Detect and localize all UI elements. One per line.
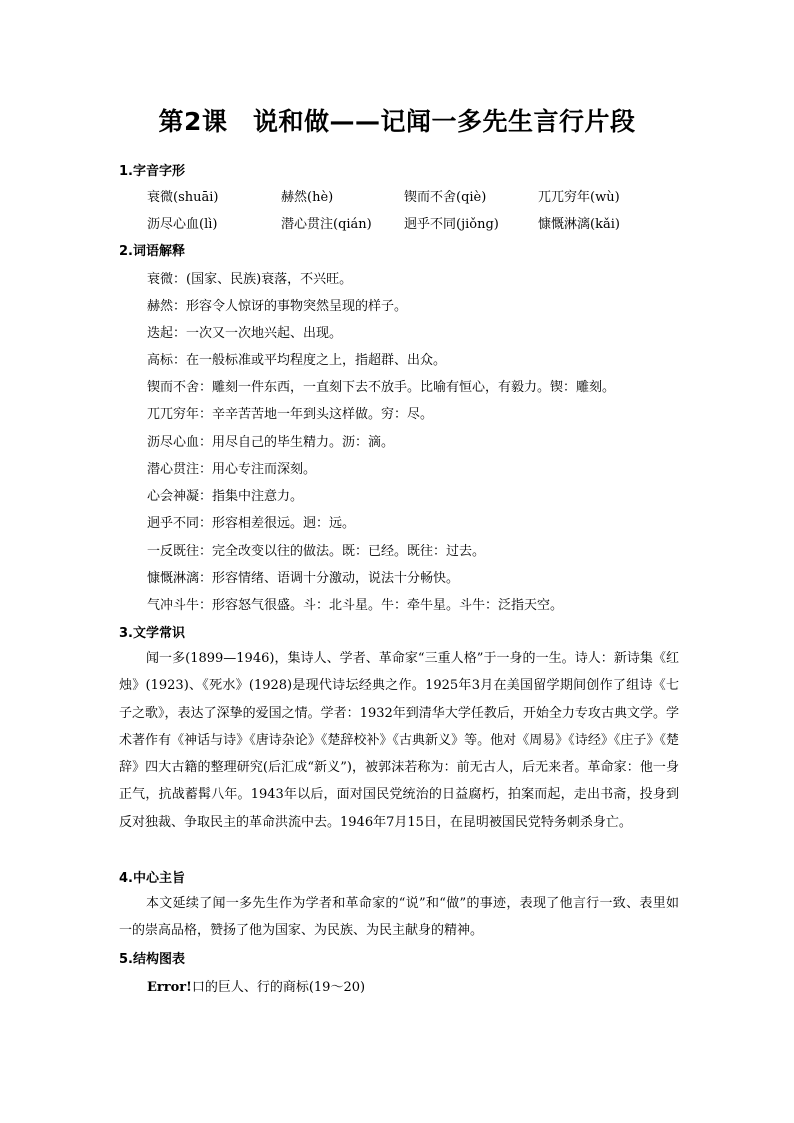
pronunciation-item: 锲而不舍(qiè) — [404, 190, 487, 205]
vocabulary-item: 兀兀穷年：辛辛苦苦地一年到头这样做。穷：尽。 — [147, 407, 434, 422]
vocabulary-item: 一反既往：完全改变以往的做法。既：已经。既往：过去。 — [147, 544, 486, 559]
section-heading-theme: 4.中心主旨 — [119, 871, 185, 886]
pronunciation-item: 衰微(shuāi) — [147, 190, 219, 205]
pronunciation-item: 慷慨淋漓(kǎi) — [538, 217, 620, 232]
section-heading-structure: 5.结构图表 — [119, 952, 185, 967]
structure-line-text: 口的巨人、行的商标(19～20) — [191, 980, 366, 995]
structure-line — [147, 976, 365, 995]
vocabulary-item: 赫然：形容令人惊讶的事物突然呈现的样子。 — [147, 299, 408, 314]
vocabulary-item: 沥尽心血：用尽自己的毕生精力。沥：滴。 — [147, 435, 395, 450]
vocabulary-item: 气冲斗牛：形容怒气很盛。斗：北斗星。牛：牵牛星。斗牛：泛指天空。 — [147, 598, 564, 613]
pronunciation-item: 赫然(hè) — [281, 190, 334, 205]
page-title: 第2课 说和做——记闻一多先生言行片段 — [158, 107, 636, 136]
vocabulary-item: 潜心贯注：用心专注而深刻。 — [147, 462, 317, 477]
section-heading-pronunciation: 1.字音字形 — [119, 164, 185, 179]
vocabulary-item: 迭起：一次又一次地兴起、出现。 — [147, 326, 343, 341]
literature-text: 闻一多(1899—1946)，集诗人、学者、革命家“三重人格”于一身的一生。诗人：新诗集《红烛》(1923)、《死水》(1928)是现代诗坛经典之作。1925年3月在美国留学期间创作了组诗《七子之歌》，表达了深挚的爱国之情。学者：1932年到清华大学任教后，开始全力专攻古典文学。学术著作有《神话与诗》《唐诗杂论》《楚辞校补》《古典新义》等。他对《周易》《诗经》《庄子》《楚辞》四大古籍的整理研究(后汇成“新义”)，被郭沫若称为：前无古人，后无来者。革命家：他一身正气，抗战蓄髯八年。1943年以后，面对国民党统治的日益腐朽，拍案而起，走出书斋，投身到反对独裁、争取民主的革命洪流中去。1946年7月15日，在昆明被国民党特务刺杀身亡。 — [119, 651, 679, 830]
theme-paragraph — [119, 890, 679, 945]
vocabulary-item: 慷慨淋漓：形容情绪、语调十分激动，说法十分畅快。 — [147, 571, 460, 586]
theme-text: 本文延续了闻一多先生作为学者和革命家的“说”和“做”的事迹，表现了他言行一致、表里如一的崇高品格，赞扬了他为国家、为民族、为民主献身的精神。 — [119, 896, 679, 939]
vocabulary-item: 衰微：(国家、民族)衰落，不兴旺。 — [147, 272, 353, 287]
pronunciation-item: 迥乎不同(jiǒng) — [404, 217, 499, 232]
error-text: Error! — [147, 980, 192, 995]
pronunciation-item: 沥尽心血(lì) — [147, 217, 218, 232]
section-heading-literature: 3.文学常识 — [119, 626, 185, 641]
vocabulary-item: 锲而不舍：雕刻一件东西，一直刻下去不放手。比喻有恒心，有毅力。锲：雕刻。 — [147, 380, 616, 395]
literature-paragraph — [119, 645, 679, 836]
section-heading-vocabulary: 2.词语解释 — [119, 244, 185, 259]
pronunciation-item: 潜心贯注(qián) — [281, 217, 372, 232]
vocabulary-item: 心会神凝：指集中注意力。 — [147, 489, 304, 504]
vocabulary-item: 高标：在一般标准或平均程度之上，指超群、出众。 — [147, 353, 447, 368]
vocabulary-item: 迥乎不同：形容相差很远。迥：远。 — [147, 516, 356, 531]
pronunciation-item: 兀兀穷年(wù) — [538, 190, 620, 205]
